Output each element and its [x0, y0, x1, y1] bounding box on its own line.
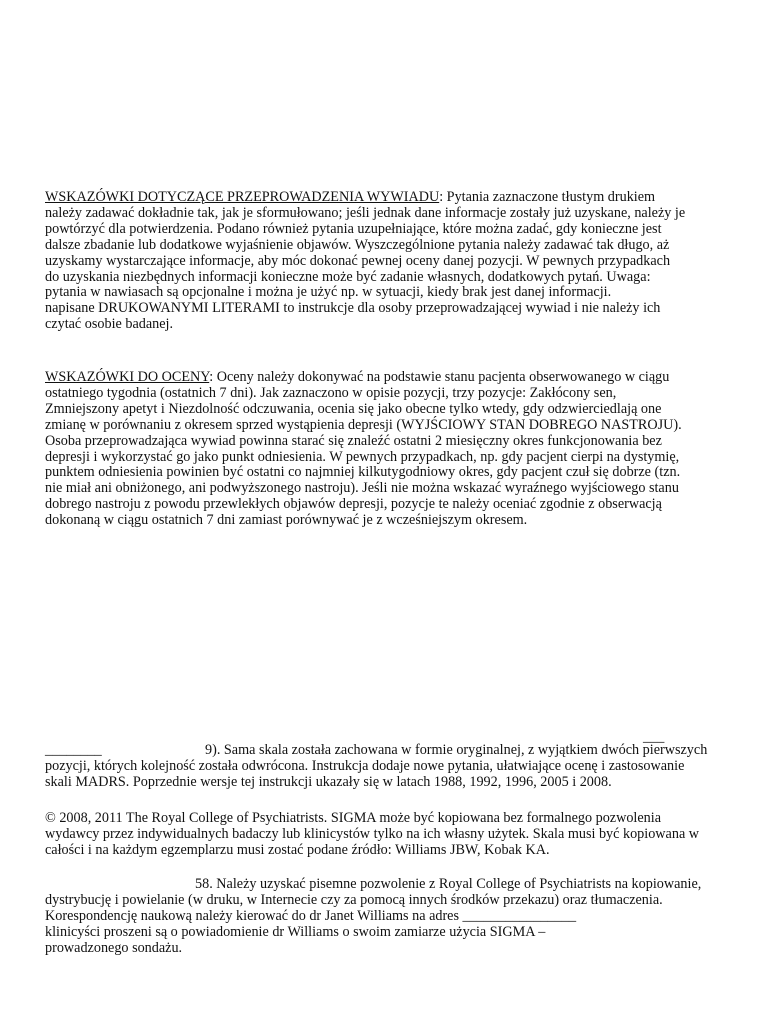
footnote-line: skali MADRS. Poprzednie wersje tej instrukcji ukazały się w latach 1988, 1992, 1996, 2005 i 2008. — [45, 773, 612, 790]
rating-line: dokonaną w ciągu ostatnich 7 dni zamiast porównywać je z wcześniejszym okresem. — [45, 512, 528, 529]
interview-heading: WSKAZÓWKI DOTYCZĄCE PRZEPROWADZENIA WYWIADU — [45, 189, 440, 205]
footnote-line: pozycji, których kolejność została odwrócona. Instrukcja dodaje nowe pytania, ułatwiające ocenę i zastosowanie — [45, 758, 685, 774]
rating-line: punktem odniesienia powinien być ostatni co najmniej kilkutygodniowy okres, gdy pacjent czuł się dobrze (tzn. — [45, 464, 681, 481]
rating-line: ostatniego tygodnia (ostatnich 7 dni). Jak zaznaczono w opisie pozycji, trzy pozycje: Zakłócony sen, — [45, 384, 617, 401]
rating-line: nie miał ani obniżonego, ani podwyższonego nastroju). Jeśli nie można wskazać wyraźnego wyjściowego stanu — [45, 480, 679, 497]
interview-instructions — [45, 190, 735, 333]
footnote-overline: ___ — [643, 729, 665, 745]
interview-line: dalsze zbadanie lub dodatkowe wyjaśnienie objawów. Wyszczególnione pytania należy zadawać tak długo, aż — [45, 236, 670, 253]
copyright-line: całości i na każdym egzemplarzu musi zostać podane źródło: Williams JBW, Kobak KA. — [45, 841, 550, 858]
rating-instructions — [45, 370, 735, 529]
copyright-block — [45, 811, 735, 859]
permission-block — [45, 877, 735, 957]
permission-text: Korespondencję naukową należy kierować do dr Janet Williams na adres — [45, 907, 459, 924]
rating-line: Zmniejszony apetyt i Niezdolność odczuwania, ocenia się jako obecne tylko wtedy, gdy odzwierciedlają one — [45, 400, 662, 417]
permission-line-3 — [45, 909, 735, 925]
permission-line-5: prowadzonego sondażu. — [45, 939, 183, 956]
footnote-text-1: 9). Sama skala została zachowana w formie oryginalnej, z wyjątkiem dwóch pierwszych — [205, 742, 708, 758]
copyright-line: wydawcy przez indywidualnych badaczy lub klinicystów tylko na ich własny użytek. Skala musi być kopiowana w — [45, 825, 700, 842]
interview-text: : Pytania zaznaczone tłustym drukiem — [439, 189, 656, 205]
footnote-line-1 — [45, 729, 735, 759]
interview-line: napisane DRUKOWANYMI LITERAMI to instrukcje dla osoby przeprowadzającej wywiad i nie należy ich — [45, 300, 661, 317]
interview-line: czytać osobie badanej. — [45, 316, 174, 333]
rating-line-1 — [45, 370, 735, 386]
permission-line-4: klinicyści proszeni są o powiadomienie dr Williams o swoim zamiarze użycia SIGMA – — [45, 923, 546, 940]
interview-line: do uzyskania niezbędnych informacji konieczne może być zadanie własnych, dodatkowych pytań. Uwaga: — [45, 268, 651, 285]
interview-line: pytania w nawiasach są opcjonalne i można je użyć np. w sytuacji, kiedy brak jest danej informacji. — [45, 284, 612, 301]
rating-heading: WSKAZÓWKI DO OCENY — [45, 369, 210, 385]
footnote-block — [45, 729, 735, 791]
rating-line: dobrego nastroju z powodu przewlekłych objawów depresji, pozycje te należy oceniać zgodnie z obserwacją — [45, 496, 662, 513]
copyright-line: © 2008, 2011 The Royal College of Psychiatrists. SIGMA może być kopiowana bez formalnego pozwolenia — [45, 810, 661, 826]
rating-line: zmianę w porównaniu z okresem sprzed wystąpienia depresji (WYJŚCIOWY STAN DOBREGO NASTROJU). — [45, 416, 682, 433]
interview-line: należy zadawać dokładnie tak, jak je sformułowano; jeśli jednak dane informacje zostały już uzyskane, należy je — [45, 204, 686, 221]
permission-line-2: dystrybucję i powielanie (w druku, w Internecie czy za pomocą innych środków przekazu) oraz tłumaczenia. — [45, 891, 663, 908]
interview-line: uzyskamy wystarczające informacje, aby móc dokonać pewnej oceny danej pozycji. W pewnych przypadkach — [45, 252, 671, 269]
rating-line: depresji i wykorzystać go jako punkt odniesienia. W pewnych przypadkach, np. gdy pacjent cierpi na dystymię, — [45, 448, 680, 465]
rating-text: : Oceny należy dokonywać na podstawie stanu pacjenta obserwowanego w ciągu — [209, 369, 670, 385]
rating-line: Osoba przeprowadzająca wywiad powinna starać się znaleźć ostatni 2 miesięczny okres funkcjonowania bez — [45, 432, 662, 449]
interview-line: powtórzyć dla potwierdzenia. Podano również pytania uzupełniające, które można zadać, gdy konieczne jest — [45, 220, 662, 237]
address-blank: ________________ — [462, 907, 577, 924]
interview-line-1 — [45, 190, 735, 206]
permission-line-1: 58. Należy uzyskać pisemne pozwolenie z Royal College of Psychiatrists na kopiowanie, — [195, 876, 702, 892]
footnote-blank: ________ — [45, 742, 102, 758]
